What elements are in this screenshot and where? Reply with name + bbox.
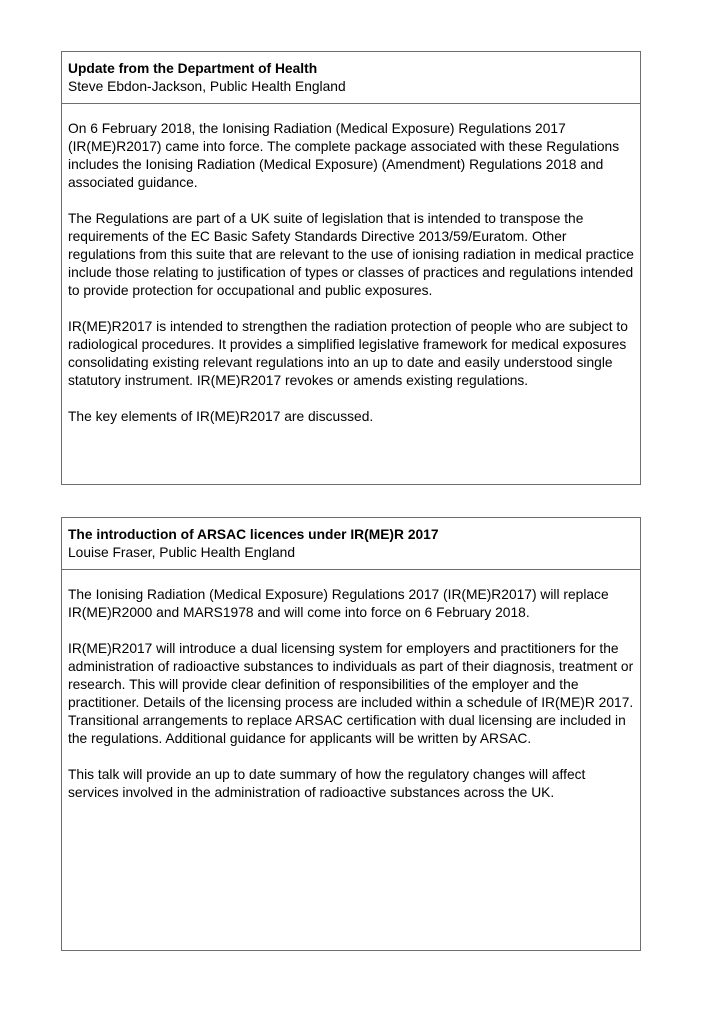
abstract-title: The introduction of ARSAC licences under IR(ME)R 2017: [68, 527, 439, 542]
abstract-paragraph: IR(ME)R2017 will introduce a dual licensing system for employers and practitioners for the administration of radioactive substances to individuals as part of their diagnosis, treatment or research. This will provide clear definition of responsibilities of the employer and the practitioner. Details of the licensing process are included within a schedule of IR(ME)R 2017. Transitional arrangements to replace ARSAC certification with dual licensing are included in the regulations. Additional guidance for applicants will be written by ARSAC.: [68, 641, 634, 746]
abstract-header: [62, 52, 640, 104]
abstract-body: [62, 570, 640, 802]
abstract-author: Louise Fraser, Public Health England: [68, 545, 296, 560]
abstract-paragraph: This talk will provide an up to date summary of how the regulatory changes will affect services involved in the administration of radioactive substances across the UK.: [68, 767, 586, 800]
abstract-paragraph: IR(ME)R2017 is intended to strengthen the radiation protection of people who are subject to radiological procedures. It provides a simplified legislative framework for medical exposures consolidating existing relevant regulations into an up to date and easily understood single statutory instrument. IR(ME)R2017 revokes or amends existing regulations.: [68, 319, 628, 388]
abstract-box-2: [61, 517, 641, 951]
abstract-paragraph: The key elements of IR(ME)R2017 are discussed.: [68, 409, 374, 424]
abstract-title: Update from the Department of Health: [68, 61, 318, 76]
abstract-paragraph: The Regulations are part of a UK suite of legislation that is intended to transpose the requirements of the EC Basic Safety Standards Directive 2013/59/Euratom. Other regulations from this suite that are relevant to the use of ionising radiation in medical practice include those relating to justification of types or classes of practices and regulations intended to provide protection for occupational and public exposures.: [68, 211, 634, 298]
abstract-body: [62, 104, 640, 426]
abstract-header: [62, 518, 640, 570]
abstract-paragraph: On 6 February 2018, the Ionising Radiation (Medical Exposure) Regulations 2017 (IR(ME)R2017) came into force. The complete package associated with these Regulations includes the Ionising Radiation (Medical Exposure) (Amendment) Regulations 2018 and associated guidance.: [68, 121, 620, 190]
abstract-paragraph: The Ionising Radiation (Medical Exposure) Regulations 2017 (IR(ME)R2017) will replace IR(ME)R2000 and MARS1978 and will come into force on 6 February 2018.: [68, 587, 609, 620]
abstract-author: Steve Ebdon-Jackson, Public Health England: [68, 79, 346, 94]
abstract-box-1: [61, 51, 641, 485]
